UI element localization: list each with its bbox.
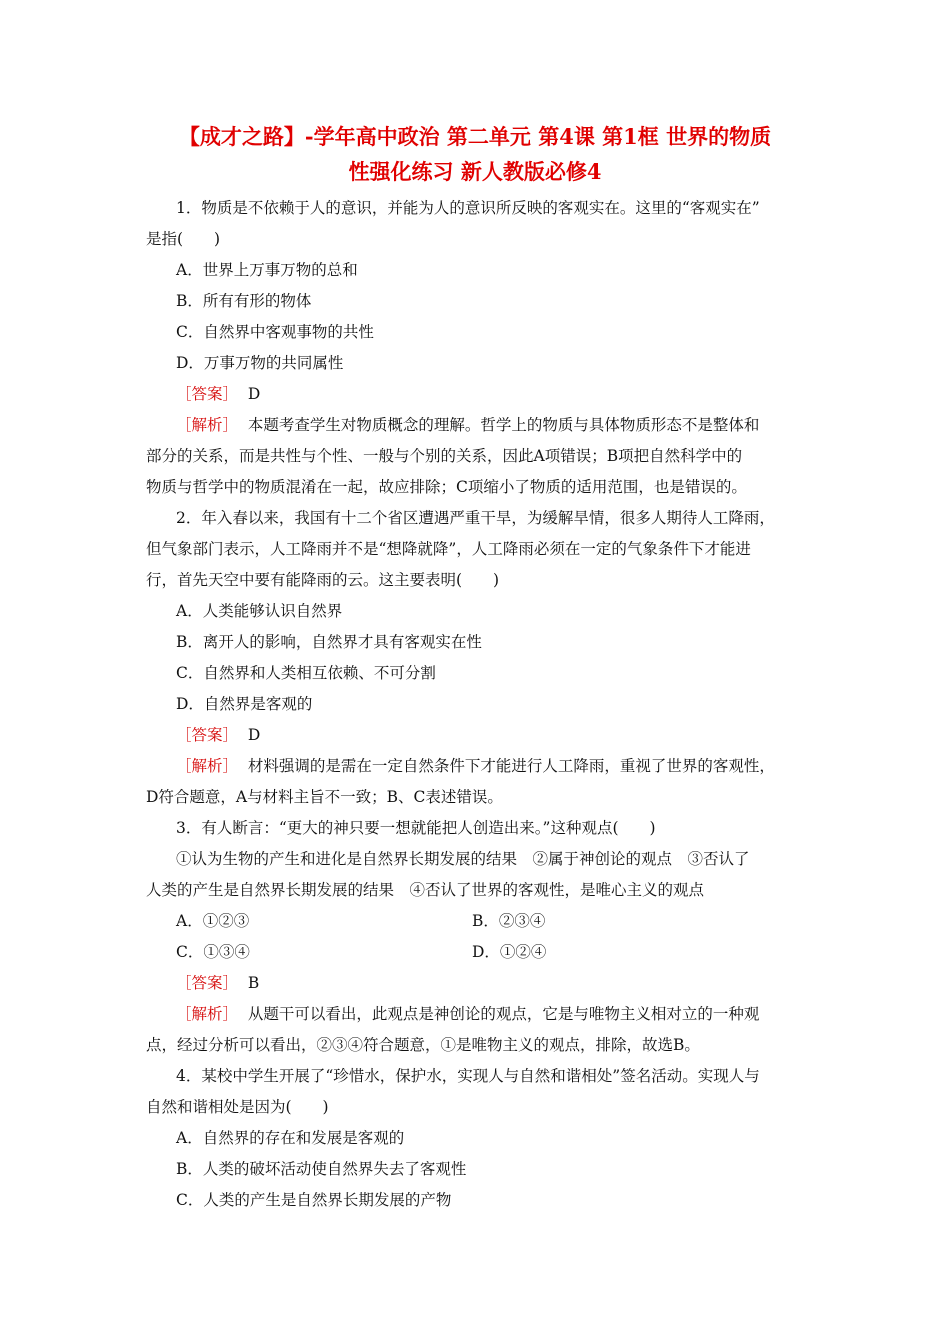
q2-stem-line-3: 行，首先天空中要有能降雨的云。这主要表明( ) (146, 571, 500, 589)
q1-option-d: D．万事万物的共同属性 (176, 354, 344, 372)
q4-option-c: C．人类的产生是自然界长期发展的产物 (176, 1191, 452, 1209)
answer-value: B (247, 974, 260, 992)
q3-stem: 3．有人断言：“更大的神只要一想就能把人创造出来。”这种观点( ) (176, 819, 656, 837)
q1-analysis-line-3: 物质与哲学中的物质混淆在一起，故应排除；C项缩小了物质的适用范围，也是错误的。 (146, 478, 747, 496)
q3-option-b: B．②③④ (472, 912, 546, 930)
document-title-line-2: 性强化练习 新人教版必修4 (348, 159, 602, 184)
q1-stem-line-2: 是指( ) (146, 230, 221, 248)
q3-analysis-line-2: 点，经过分析可以看出，②③④符合题意，①是唯物主义的观点，排除，故选B。 (146, 1036, 700, 1054)
q3-analysis-line-1 (176, 999, 759, 1030)
analysis-tag: ［解析］ (176, 1005, 239, 1023)
q4-stem-line-2: 自然和谐相处是因为( ) (146, 1098, 329, 1116)
q1-answer (176, 379, 260, 410)
q1-option-c: C．自然界中客观事物的共性 (176, 323, 374, 341)
q1-option-b: B．所有有形的物体 (176, 292, 312, 310)
q3-answer (176, 968, 259, 999)
q3-option-d: D．①②④ (472, 943, 547, 961)
answer-value: D (247, 385, 261, 403)
analysis-tag: ［解析］ (176, 416, 239, 434)
q2-answer (176, 720, 260, 751)
q3-items-line-2: 人类的产生是自然界长期发展的结果 ④否认了世界的客观性，是唯心主义的观点 (146, 881, 705, 899)
q3-items-line-1: ①认为生物的产生和进化是自然界长期发展的结果 ②属于神创论的观点 ③否认了 (176, 850, 750, 868)
analysis-text: 本题考查学生对物质概念的理解。哲学上的物质与具体物质形态不是整体和 (247, 416, 760, 434)
q2-analysis-line-2: D符合题意，A与材料主旨不一致；B、C表述错误。 (146, 788, 503, 806)
q1-analysis-line-2: 部分的关系，而是共性与个性、一般与个别的关系，因此A项错误；B项把自然科学中的 (146, 447, 743, 465)
q4-option-b: B．人类的破坏活动使自然界失去了客观性 (176, 1160, 467, 1178)
q2-option-b: B．离开人的影响，自然界才具有客观实在性 (176, 633, 482, 651)
q1-stem-line-1: 1．物质是不依赖于人的意识，并能为人的意识所反映的客观实在。这里的“客观实在” (176, 199, 760, 217)
answer-tag: ［答案］ (176, 726, 239, 744)
analysis-tag: ［解析］ (176, 757, 239, 775)
answer-tag: ［答案］ (176, 974, 239, 992)
document-title-line-1: 【成才之路】-学年高中政治 第二单元 第4课 第1框 世界的物质 (178, 124, 772, 149)
q3-option-c: C．①③④ (176, 943, 250, 961)
q2-option-d: D．自然界是客观的 (176, 695, 313, 713)
q2-option-c: C．自然界和人类相互依赖、不可分割 (176, 664, 436, 682)
answer-tag: ［答案］ (176, 385, 239, 403)
analysis-text: 材料强调的是需在一定自然条件下才能进行人工降雨，重视了世界的客观性， (247, 757, 775, 775)
q1-option-a: A．世界上万事万物的总和 (176, 261, 358, 279)
q2-option-a: A．人类能够认识自然界 (176, 602, 343, 620)
q1-analysis-line-1 (176, 410, 759, 441)
q2-stem-line-2: 但气象部门表示，人工降雨并不是“想降就降”，人工降雨必须在一定的气象条件下才能进 (146, 540, 751, 558)
q3-option-a: A．①②③ (176, 912, 250, 930)
q2-stem-line-1: 2．年入春以来，我国有十二个省区遭遇严重干旱，为缓解旱情，很多人期待人工降雨， (176, 509, 775, 527)
q2-analysis-line-1 (176, 751, 775, 782)
q4-stem-line-1: 4．某校中学生开展了“珍惜水，保护水，实现人与自然和谐相处”签名活动。实现人与 (176, 1067, 760, 1085)
q4-option-a: A．自然界的存在和发展是客观的 (176, 1129, 405, 1147)
analysis-text: 从题干可以看出，此观点是神创论的观点，它是与唯物主义相对立的一种观 (247, 1005, 760, 1023)
answer-value: D (247, 726, 261, 744)
